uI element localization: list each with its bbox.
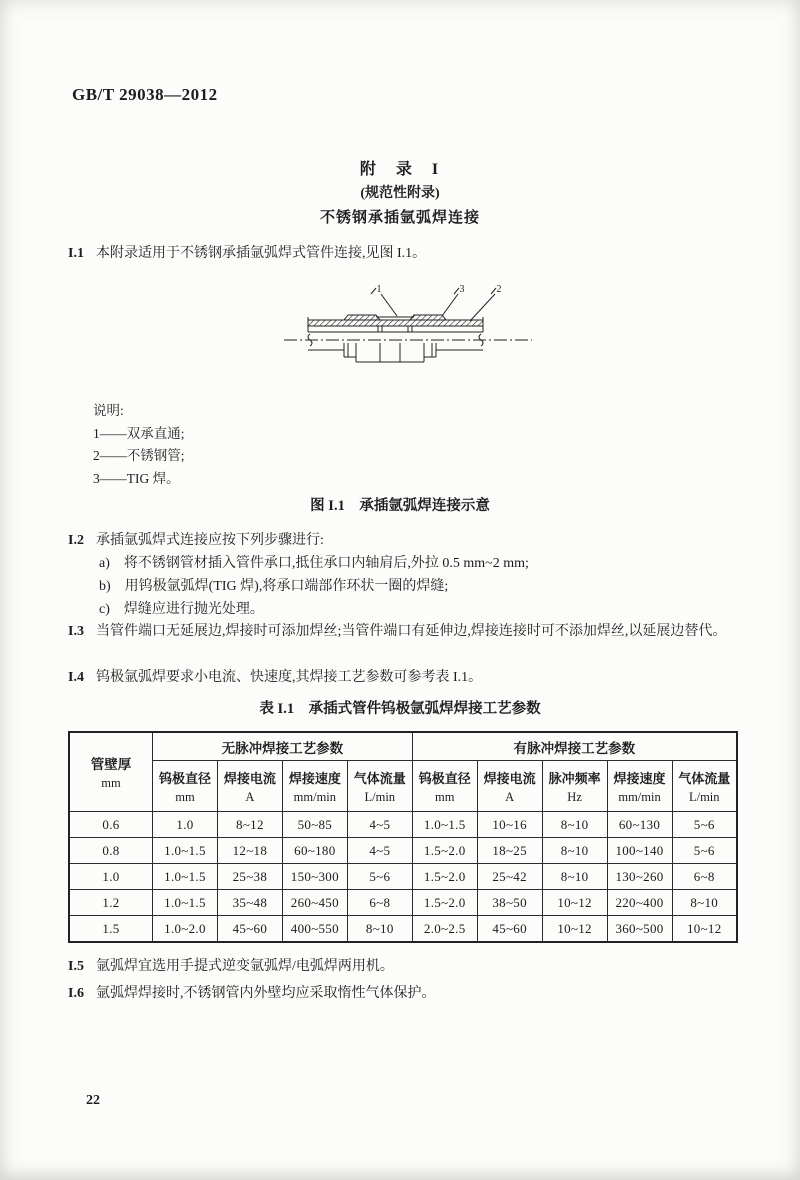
item-b-text: 用钨极氩弧焊(TIG 焊),将承口端部作环状一圈的焊缝; (124, 579, 449, 594)
clause-i2-label: I.2 (68, 533, 84, 548)
figure-legend (93, 400, 185, 490)
table-column-header (477, 761, 542, 812)
column-header-name: 焊接电流 (483, 770, 536, 786)
table-cell: 1.0 (69, 864, 153, 890)
callout-2-tick (491, 288, 496, 294)
column-header-name: 钨极直径 (158, 770, 211, 786)
table-header (69, 732, 737, 812)
column-header-unit: Hz (567, 789, 582, 804)
column-header-unit: A (505, 789, 515, 804)
column-header-unit: mm/min (293, 789, 337, 804)
callout-1-tick (371, 288, 376, 294)
column-header-unit: mm (434, 789, 455, 804)
table-body (69, 812, 737, 943)
legend-item-2: 2——不锈钢管; (93, 448, 185, 463)
clause-i4 (68, 665, 738, 690)
table-cell: 2.0~2.5 (412, 916, 477, 943)
table-column-header (153, 761, 218, 812)
clause-i6-text: 氩弧焊焊接时,不锈钢管内外壁均应采取惰性气体保护。 (95, 986, 436, 1001)
table-column-header (672, 761, 737, 812)
thickness-header-unit: mm (101, 776, 121, 790)
table-cell: 1.5 (69, 916, 153, 943)
table-cell: 1.0~1.5 (153, 838, 218, 864)
table-cell: 1.5~2.0 (412, 864, 477, 890)
table-cell: 10~16 (477, 812, 542, 838)
table-cell: 8~10 (542, 838, 607, 864)
leader-line-1 (381, 294, 397, 316)
table-cell: 50~85 (282, 812, 347, 838)
appendix-title: 附 录 I (359, 161, 441, 178)
clause-i4-label: I.4 (68, 670, 84, 685)
callout-3-tick (454, 288, 459, 294)
legend-title: 说明: (93, 403, 124, 418)
table-cell: 1.5~2.0 (412, 890, 477, 916)
item-b-marker: b) (99, 579, 111, 594)
table-column-header (217, 761, 282, 812)
table-cell: 5~6 (672, 838, 737, 864)
table-cell: 8~10 (672, 890, 737, 916)
clause-i2 (68, 528, 738, 553)
clause-i6-label: I.6 (68, 986, 84, 1001)
standard-number: GB/T 29038—2012 (72, 85, 218, 104)
table-row (69, 890, 737, 916)
table-column-header (282, 761, 347, 812)
legend-item-1: 1——双承直通; (93, 425, 185, 441)
figure-caption: 图 I.1 承插氩弧焊连接示意 (310, 498, 490, 514)
table-header-row-groups (69, 732, 737, 761)
column-header-name: 焊接电流 (223, 770, 276, 786)
table-cell: 25~38 (217, 864, 282, 890)
welding-parameters-table (68, 731, 738, 943)
table-cell: 10~12 (672, 916, 737, 943)
appendix-heading: 不锈钢承插氩弧焊连接 (319, 210, 480, 226)
table-cell: 1.0~1.5 (412, 812, 477, 838)
table-header-row-columns (69, 761, 737, 812)
table-cell: 1.0~1.5 (153, 890, 218, 916)
column-header-unit: A (245, 789, 255, 804)
table-cell: 25~42 (477, 864, 542, 890)
leader-line-2 (470, 294, 495, 321)
table-cell: 60~130 (607, 812, 672, 838)
page-number: 22 (86, 1093, 100, 1108)
item-c-text: 焊缝应进行抛光处理。 (123, 602, 264, 617)
column-header-unit: mm/min (618, 789, 661, 804)
clause-i2-item-a (99, 552, 739, 575)
table-group-header: 有脉冲焊接工艺参数 (412, 732, 737, 761)
table-cell: 5~6 (347, 864, 412, 890)
clause-i4-text: 钨极氩弧焊要求小电流、快速度,其焊接工艺参数可参考表 I.1。 (95, 670, 483, 685)
table-cell: 4~5 (347, 812, 412, 838)
table-cell: 18~25 (477, 838, 542, 864)
clause-i6 (68, 981, 738, 1006)
table-cell: 8~10 (542, 864, 607, 890)
clause-i1 (68, 241, 738, 266)
table-cell: 260~450 (282, 890, 347, 916)
clause-i1-text: 本附录适用于不锈钢承插氩弧焊式管件连接,见图 I.1。 (95, 246, 427, 261)
table-cell: 12~18 (217, 838, 282, 864)
table-cell: 1.2 (69, 890, 153, 916)
item-c-marker: c) (99, 602, 110, 617)
table-cell: 1.5~2.0 (412, 838, 477, 864)
column-header-unit: L/min (688, 789, 720, 804)
thickness-header-name: 管壁厚 (90, 757, 132, 772)
table-cell: 1.0~2.0 (153, 916, 218, 943)
table-cell: 130~260 (607, 864, 672, 890)
table-cell: 5~6 (672, 812, 737, 838)
column-header-name: 焊接速度 (613, 770, 666, 786)
column-header-name: 气体流量 (353, 770, 406, 786)
clause-i1-label: I.1 (68, 246, 84, 261)
table-row (69, 838, 737, 864)
table-cell: 35~48 (217, 890, 282, 916)
pipe-wall-section (308, 320, 483, 326)
table-column-header-thickness (69, 732, 153, 812)
clause-i5-label: I.5 (68, 959, 84, 974)
clause-i2-item-c (99, 598, 739, 621)
column-header-unit: mm (175, 789, 195, 804)
table-column-header (607, 761, 672, 812)
column-header-name: 气体流量 (678, 770, 731, 786)
table-cell: 8~12 (217, 812, 282, 838)
clause-i3-text: 当管件端口无延展边,焊接时可添加焊丝;当管件端口有延伸边,焊接连接时可不添加焊丝,以延展边替代。 (95, 624, 727, 639)
table-cell: 10~12 (542, 890, 607, 916)
table-cell: 150~300 (282, 864, 347, 890)
item-a-marker: a) (99, 556, 110, 571)
table-cell: 100~140 (607, 838, 672, 864)
table-cell: 6~8 (347, 890, 412, 916)
clause-i5 (68, 954, 738, 979)
column-header-name: 脉冲频率 (548, 770, 601, 786)
figure-weld-joint-diagram (280, 280, 536, 400)
table-cell: 38~50 (477, 890, 542, 916)
table-row (69, 916, 737, 943)
table-row (69, 812, 737, 838)
column-header-unit: L/min (364, 789, 396, 804)
table-column-header (412, 761, 477, 812)
clause-i2-text: 承插氩弧焊式连接应按下列步骤进行: (95, 533, 324, 548)
table-cell: 0.6 (69, 812, 153, 838)
table-cell: 360~500 (607, 916, 672, 943)
table-cell: 8~10 (542, 812, 607, 838)
table-column-header (542, 761, 607, 812)
clause-i3-label: I.3 (68, 624, 84, 639)
socket-weld-right (410, 315, 446, 320)
clause-i2-item-b (99, 575, 739, 598)
table-column-header (347, 761, 412, 812)
table-cell: 220~400 (607, 890, 672, 916)
socket-weld-left (344, 315, 380, 320)
table-row (69, 864, 737, 890)
table-cell: 400~550 (282, 916, 347, 943)
table-group-header: 无脉冲焊接工艺参数 (153, 732, 413, 761)
leader-line-3 (442, 294, 458, 316)
table-cell: 1.0~1.5 (153, 864, 218, 890)
column-header-name: 钨极直径 (418, 770, 471, 786)
item-a-text: 将不锈钢管材插入管件承口,抵住承口内轴肩后,外拉 0.5 mm~2 mm; (123, 556, 529, 571)
table-caption: 表 I.1 承插式管件钨极氩弧焊焊接工艺参数 (259, 701, 541, 717)
legend-item-3: 3——TIG 焊。 (93, 470, 180, 486)
table-cell: 8~10 (347, 916, 412, 943)
figure-callout-3: 3 (459, 284, 465, 295)
figure-callout-2: 2 (496, 284, 502, 295)
table-cell: 4~5 (347, 838, 412, 864)
table-cell: 10~12 (542, 916, 607, 943)
clause-i3 (68, 619, 738, 644)
table-cell: 45~60 (477, 916, 542, 943)
clause-i5-text: 氩弧焊宜选用手提式逆变氩弧焊/电弧焊两用机。 (95, 959, 394, 974)
table-cell: 0.8 (69, 838, 153, 864)
table-cell: 6~8 (672, 864, 737, 890)
table-cell: 45~60 (217, 916, 282, 943)
column-header-name: 焊接速度 (288, 770, 341, 786)
table-cell: 60~180 (282, 838, 347, 864)
figure-callout-1: 1 (376, 284, 382, 295)
appendix-subtitle: (规范性附录) (360, 186, 440, 201)
table-cell: 1.0 (153, 812, 218, 838)
